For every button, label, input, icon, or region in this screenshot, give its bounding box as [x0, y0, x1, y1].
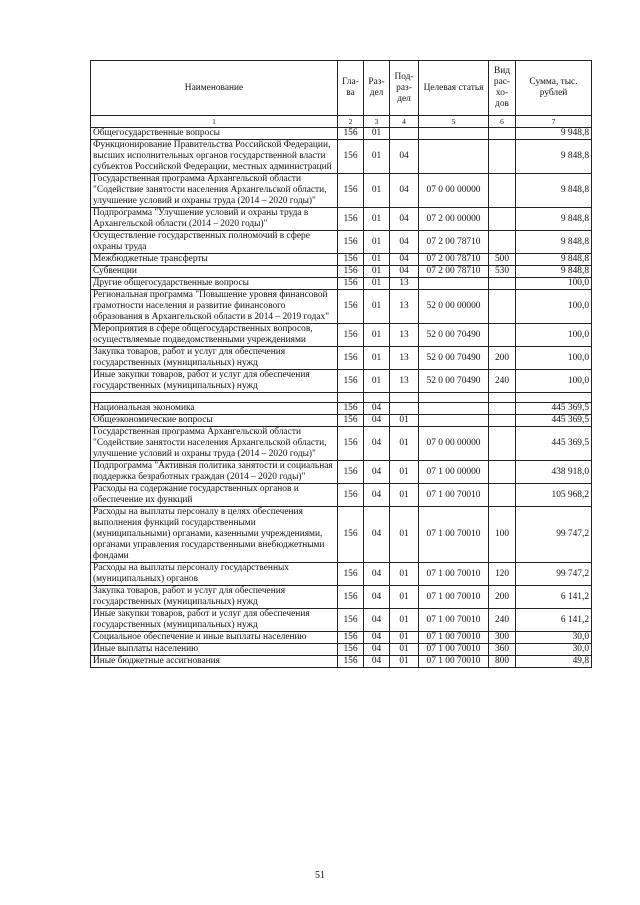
table-row: [91, 208, 592, 231]
cell-target: 52 0 00 70490: [419, 370, 489, 393]
cell-target: 07 2 00 00000: [419, 208, 489, 231]
cell-chapter: 156: [338, 609, 364, 632]
cell-expense-type: 240: [489, 609, 516, 632]
cell-subsection: 13: [390, 370, 419, 393]
cell-section: 01: [364, 278, 390, 290]
cell-subsection: [390, 393, 419, 403]
cell-name: Государственная программа Архангельской области "Содействие занятости населения Архангельской области, улучшение условий и охраны труда (2014 – 2020 годы)": [91, 174, 338, 208]
cell-section: 01: [364, 370, 390, 393]
cell-chapter: 156: [338, 174, 364, 208]
cell-subsection: 01: [390, 656, 419, 668]
cell-subsection: 04: [390, 174, 419, 208]
cell-name: Расходы на содержание государственных органов и обеспечение их функций: [91, 484, 338, 507]
cell-section: 04: [364, 427, 390, 461]
cell-expense-type: 240: [489, 370, 516, 393]
table-row: [91, 290, 592, 324]
cell-chapter: [338, 393, 364, 403]
cell-chapter: 156: [338, 656, 364, 668]
cell-name: Государственная программа Архангельской области "Содействие занятости населения Архангельской области, улучшение условий и охраны труда (2014 – 2020 годы)": [91, 427, 338, 461]
header-target: Целевая статья: [419, 61, 489, 116]
cell-expense-type: [489, 128, 516, 140]
cell-subsection: 01: [390, 644, 419, 656]
cell-section: 04: [364, 632, 390, 644]
cell-target: 52 0 00 70490: [419, 347, 489, 370]
cell-expense-type: 200: [489, 347, 516, 370]
cell-amount: 30,0: [516, 632, 592, 644]
cell-chapter: 156: [338, 290, 364, 324]
cell-amount: 9 848,8: [516, 266, 592, 278]
table-row: [91, 231, 592, 254]
cell-name: Межбюджетные трансферты: [91, 254, 338, 266]
column-number: 4: [390, 116, 419, 128]
cell-amount: 100,0: [516, 324, 592, 347]
cell-name: Национальная экономика: [91, 403, 338, 415]
table-row: [91, 609, 592, 632]
cell-section: 01: [364, 174, 390, 208]
cell-chapter: 156: [338, 427, 364, 461]
header-row: [91, 61, 592, 116]
column-number-row: [91, 116, 592, 128]
cell-name: Иные закупки товаров, работ и услуг для обеспечения государственных (муниципальных) нужд: [91, 609, 338, 632]
cell-chapter: 156: [338, 140, 364, 174]
cell-subsection: 04: [390, 208, 419, 231]
table-row: [91, 324, 592, 347]
table-row: [91, 266, 592, 278]
cell-chapter: 156: [338, 208, 364, 231]
cell-chapter: 156: [338, 324, 364, 347]
cell-chapter: 156: [338, 484, 364, 507]
header-section: Раз-дел: [364, 61, 390, 116]
cell-expense-type: [489, 393, 516, 403]
cell-section: 04: [364, 484, 390, 507]
cell-target: 07 1 00 70010: [419, 586, 489, 609]
cell-amount: 99 747,2: [516, 507, 592, 563]
table-row: [91, 254, 592, 266]
table-row: [91, 507, 592, 563]
cell-name: Подпрограмма "Активная политика занятости и социальная поддержка безработных граждан (2014 – 2020 годы)": [91, 461, 338, 484]
cell-amount: 49,8: [516, 656, 592, 668]
cell-amount: 100,0: [516, 370, 592, 393]
cell-amount: 100,0: [516, 290, 592, 324]
cell-name: Иные закупки товаров, работ и услуг для обеспечения государственных (муниципальных) нужд: [91, 370, 338, 393]
cell-name: Осуществление государственных полномочий в сфере охраны труда: [91, 231, 338, 254]
table-row: [91, 586, 592, 609]
table-row: [91, 403, 592, 415]
cell-section: 04: [364, 586, 390, 609]
cell-target: [419, 128, 489, 140]
cell-name: Общегосударственные вопросы: [91, 128, 338, 140]
column-number: 6: [489, 116, 516, 128]
cell-name: Иные выплаты населению: [91, 644, 338, 656]
cell-section: 01: [364, 324, 390, 347]
cell-name: Расходы на выплаты персоналу в целях обеспечения выполнения функций государственными (муниципальными) органами, казенными учреждениями, органами управления государственными внебюджетными фондами: [91, 507, 338, 563]
cell-amount: 9 848,8: [516, 254, 592, 266]
cell-amount: 100,0: [516, 278, 592, 290]
cell-expense-type: 120: [489, 563, 516, 586]
cell-amount: 9 848,8: [516, 208, 592, 231]
cell-subsection: 01: [390, 609, 419, 632]
cell-section: 04: [364, 644, 390, 656]
cell-target: 07 0 00 00000: [419, 174, 489, 208]
cell-subsection: 13: [390, 278, 419, 290]
cell-chapter: 156: [338, 278, 364, 290]
table-row: [91, 644, 592, 656]
cell-target: 07 1 00 70010: [419, 656, 489, 668]
cell-expense-type: [489, 278, 516, 290]
cell-section: 01: [364, 140, 390, 174]
cell-chapter: 156: [338, 644, 364, 656]
cell-expense-type: [489, 174, 516, 208]
cell-target: 52 0 00 00000: [419, 290, 489, 324]
table-row: [91, 632, 592, 644]
table-row: [91, 484, 592, 507]
cell-name: Закупка товаров, работ и услуг для обеспечения государственных (муниципальных) нужд: [91, 586, 338, 609]
cell-target: 07 2 00 78710: [419, 266, 489, 278]
page-number: 51: [315, 870, 325, 881]
cell-expense-type: [489, 140, 516, 174]
cell-amount: 445 369,5: [516, 427, 592, 461]
cell-amount: 99 747,2: [516, 563, 592, 586]
cell-name: [91, 393, 338, 403]
cell-subsection: 01: [390, 632, 419, 644]
header-expense-type: Вид рас-хо-дов: [489, 61, 516, 116]
cell-section: 01: [364, 254, 390, 266]
cell-amount: 6 141,2: [516, 586, 592, 609]
cell-chapter: 156: [338, 632, 364, 644]
cell-expense-type: [489, 427, 516, 461]
cell-section: 04: [364, 656, 390, 668]
cell-subsection: 01: [390, 484, 419, 507]
cell-section: [364, 393, 390, 403]
cell-chapter: 156: [338, 507, 364, 563]
cell-target: 07 1 00 70010: [419, 609, 489, 632]
cell-target: 52 0 00 70490: [419, 324, 489, 347]
header-subsection: Под-раз-дел: [390, 61, 419, 116]
cell-section: 01: [364, 347, 390, 370]
cell-subsection: [390, 128, 419, 140]
cell-target: 07 0 00 00000: [419, 427, 489, 461]
cell-section: 04: [364, 415, 390, 427]
cell-section: 01: [364, 266, 390, 278]
table-row: [91, 656, 592, 668]
cell-subsection: 01: [390, 415, 419, 427]
cell-target: 07 1 00 00000: [419, 461, 489, 484]
table-body: [91, 128, 592, 668]
cell-expense-type: 800: [489, 656, 516, 668]
table-row: [91, 140, 592, 174]
cell-amount: 30,0: [516, 644, 592, 656]
cell-target: 07 1 00 70010: [419, 563, 489, 586]
cell-chapter: 156: [338, 266, 364, 278]
cell-subsection: 01: [390, 586, 419, 609]
cell-section: 04: [364, 563, 390, 586]
cell-subsection: 01: [390, 563, 419, 586]
cell-section: 01: [364, 128, 390, 140]
cell-amount: 100,0: [516, 347, 592, 370]
cell-name: Подпрограмма "Улучшение условий и охраны труда в Архангельской области (2014 – 2020 годы)": [91, 208, 338, 231]
cell-amount: 9 948,8: [516, 128, 592, 140]
cell-target: [419, 278, 489, 290]
column-number: 3: [364, 116, 390, 128]
cell-amount: 6 141,2: [516, 609, 592, 632]
cell-target: [419, 393, 489, 403]
cell-subsection: [390, 403, 419, 415]
cell-expense-type: [489, 461, 516, 484]
cell-section: 01: [364, 290, 390, 324]
cell-expense-type: [489, 324, 516, 347]
table-row: [91, 278, 592, 290]
cell-chapter: 156: [338, 231, 364, 254]
cell-subsection: 13: [390, 347, 419, 370]
cell-target: [419, 140, 489, 174]
cell-target: 07 1 00 70010: [419, 644, 489, 656]
column-number: 7: [516, 116, 592, 128]
cell-name: Расходы на выплаты персоналу государственных (муниципальных) органов: [91, 563, 338, 586]
cell-section: 04: [364, 403, 390, 415]
cell-chapter: 156: [338, 403, 364, 415]
cell-target: 07 1 00 70010: [419, 507, 489, 563]
cell-target: 07 1 00 70010: [419, 484, 489, 507]
cell-amount: 9 848,8: [516, 231, 592, 254]
cell-expense-type: [489, 415, 516, 427]
cell-amount: [516, 393, 592, 403]
cell-expense-type: [489, 208, 516, 231]
cell-name: Другие общегосударственные вопросы: [91, 278, 338, 290]
cell-chapter: 156: [338, 586, 364, 609]
cell-name: Мероприятия в сфере общегосударственных вопросов, осуществляемые подведомственными учреждениями: [91, 324, 338, 347]
cell-amount: 105 968,2: [516, 484, 592, 507]
cell-chapter: 156: [338, 370, 364, 393]
cell-target: 07 2 00 78710: [419, 254, 489, 266]
table-row: [91, 427, 592, 461]
cell-section: 01: [364, 231, 390, 254]
table-row: [91, 370, 592, 393]
cell-expense-type: 500: [489, 254, 516, 266]
budget-table: [90, 60, 592, 668]
cell-chapter: 156: [338, 461, 364, 484]
cell-section: 04: [364, 507, 390, 563]
cell-amount: 438 918,0: [516, 461, 592, 484]
cell-section: 01: [364, 208, 390, 231]
cell-subsection: 13: [390, 324, 419, 347]
cell-target: 07 2 00 78710: [419, 231, 489, 254]
cell-name: Субвенции: [91, 266, 338, 278]
cell-subsection: 04: [390, 254, 419, 266]
cell-amount: 9 848,8: [516, 174, 592, 208]
cell-expense-type: 300: [489, 632, 516, 644]
cell-amount: 445 369,5: [516, 415, 592, 427]
cell-name: Социальное обеспечение и иные выплаты населению: [91, 632, 338, 644]
cell-subsection: 04: [390, 140, 419, 174]
cell-subsection: 01: [390, 461, 419, 484]
cell-section: 04: [364, 461, 390, 484]
cell-target: [419, 415, 489, 427]
table-row: [91, 174, 592, 208]
column-number: 2: [338, 116, 364, 128]
cell-subsection: 04: [390, 231, 419, 254]
cell-name: Иные бюджетные ассигнования: [91, 656, 338, 668]
column-number: 5: [419, 116, 489, 128]
cell-expense-type: 360: [489, 644, 516, 656]
cell-subsection: 13: [390, 290, 419, 324]
cell-subsection: 04: [390, 266, 419, 278]
table-row: [91, 347, 592, 370]
cell-expense-type: [489, 484, 516, 507]
cell-target: [419, 403, 489, 415]
spacer-row: [91, 393, 592, 403]
cell-chapter: 156: [338, 347, 364, 370]
cell-expense-type: [489, 290, 516, 324]
table-row: [91, 563, 592, 586]
table-row: [91, 128, 592, 140]
cell-target: 07 1 00 70010: [419, 632, 489, 644]
cell-chapter: 156: [338, 563, 364, 586]
cell-amount: 445 369,5: [516, 403, 592, 415]
cell-subsection: 01: [390, 507, 419, 563]
table-row: [91, 461, 592, 484]
cell-amount: 9 848,8: [516, 140, 592, 174]
cell-chapter: 156: [338, 415, 364, 427]
cell-expense-type: 100: [489, 507, 516, 563]
cell-name: Общеэкономические вопросы: [91, 415, 338, 427]
cell-subsection: 01: [390, 427, 419, 461]
cell-chapter: 156: [338, 128, 364, 140]
cell-chapter: 156: [338, 254, 364, 266]
cell-expense-type: 200: [489, 586, 516, 609]
header-chapter: Гла-ва: [338, 61, 364, 116]
cell-section: 04: [364, 609, 390, 632]
header-name: Наименование: [91, 61, 338, 116]
column-number: 1: [91, 116, 338, 128]
cell-expense-type: [489, 231, 516, 254]
cell-name: Закупка товаров, работ и услуг для обеспечения государственных (муниципальных) нужд: [91, 347, 338, 370]
table-row: [91, 415, 592, 427]
header-amount: Сумма, тыс. рублей: [516, 61, 592, 116]
cell-name: Функционирование Правительства Российской Федерации, высших исполнительных органов государственной власти субъектов Российской Федерации, местных администраций: [91, 140, 338, 174]
cell-name: Региональная программа "Повышение уровня финансовой грамотности населения и развитие финансового образования в Архангельской области в 2014 – 2019 годах": [91, 290, 338, 324]
cell-expense-type: 530: [489, 266, 516, 278]
cell-expense-type: [489, 403, 516, 415]
